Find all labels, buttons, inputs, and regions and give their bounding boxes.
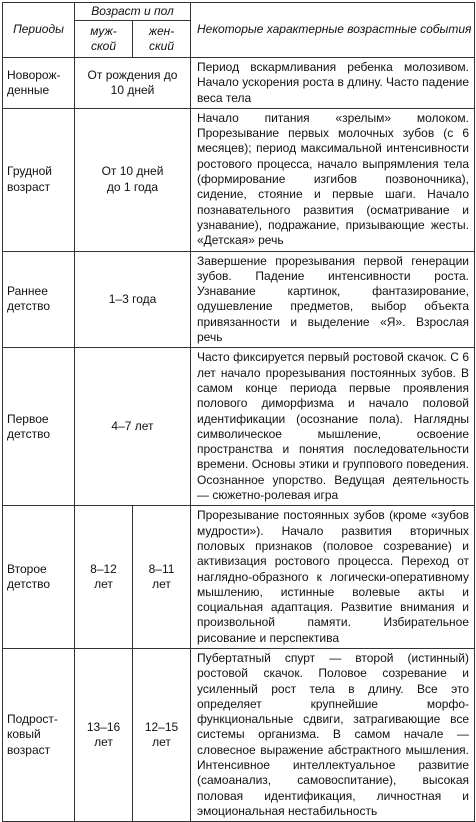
header-male: муж- ской (75, 21, 133, 58)
period-cell: Второе детство (3, 506, 75, 649)
age-female-cell: 8–11 лет (133, 506, 191, 649)
header-row (3, 3, 475, 21)
period-cell: Грудной возраст (3, 108, 75, 251)
events-cell: Часто фиксируется первый ростовой скачок. С 6 лет начало прорезывания постоянных зубов. В самом конце периода первые проявления полового диморфизма и начало половой идентификации (осознание пола). Наглядны символическое мышление, освоение пространства и понятия последовательности времени. Основы этики и группового поведения. Осознанное упорство. Ведущая деятельность — сюжетно-ролевая игра (191, 348, 475, 506)
age-male-cell: 13–16 лет (75, 648, 133, 821)
period-cell: Подрост- ковый возраст (3, 648, 75, 821)
age-cell: 1–3 года (75, 251, 191, 348)
events-cell: Начало питания «зрелым» молоком. Прорезывание первых молочных зубов (с 6 месяцев); период максимальной интенсивности ростового процесса, начало выпрямления тела (формирование изгибов позвоночника), сидение, стояние и первые шаги. Начало познавательного развития (осматривание и узнавание), подражание, призывающие жесты. «Детская» речь (191, 108, 475, 251)
period-cell: Раннее детство (3, 251, 75, 348)
events-cell: Период вскармливания ребенка молозивом. Начало ускорения роста в длину. Часто падение веса тела (191, 58, 475, 109)
table-row (3, 348, 475, 506)
age-periods-table (2, 2, 475, 822)
events-cell: Прорезывание постоянных зубов (кроме «зубов мудрости»). Начало развития вторичных половых признаков (половое созревание) и активизация ростового процесса. Переход от наглядно-образного к логически-оперативному мышлению, истинные волевые акты и социальная адаптация. Развитие внимания и произвольной памяти. Избирательное рисование и перспектива (191, 506, 475, 649)
period-cell: Новорож- денные (3, 58, 75, 109)
header-events: Некоторые характерные возрастные события (191, 3, 475, 58)
table-row (3, 108, 475, 251)
age-cell: От 10 дней до 1 года (75, 108, 191, 251)
header-female: жен- ский (133, 21, 191, 58)
table-row (3, 506, 475, 649)
age-male-cell: 8–12 лет (75, 506, 133, 649)
table-row (3, 58, 475, 109)
table-row (3, 251, 475, 348)
age-cell: 4–7 лет (75, 348, 191, 506)
events-cell: Завершение прорезывания первой генерации зубов. Падение интенсивности роста. Узнавание картинок, фантазирование, одушевление предметов, выбор объекта привязанности и выделение «Я». Взрослая речь (191, 251, 475, 348)
table-row (3, 648, 475, 821)
period-cell: Первое детство (3, 348, 75, 506)
header-periods: Периоды (3, 3, 75, 58)
events-cell: Пубертатный спурт — второй (истинный) ростовой скачок. Половое созревание и усиленный рост тела в длину. Все это определяет крупнейшие морфо-функциональные сдвиги, затрагивающие все системы организма. В самом начале — словесное выражение абстрактного мышления. Интенсивное интеллектуальное развитие (самоанализ, самовоспитание), высокая половая идентификация, личностная и эмоциональная нестабильность (191, 648, 475, 821)
header-age-and-sex: Возраст и пол (75, 3, 191, 21)
age-female-cell: 12–15 лет (133, 648, 191, 821)
age-cell: От рождения до 10 дней (75, 58, 191, 109)
